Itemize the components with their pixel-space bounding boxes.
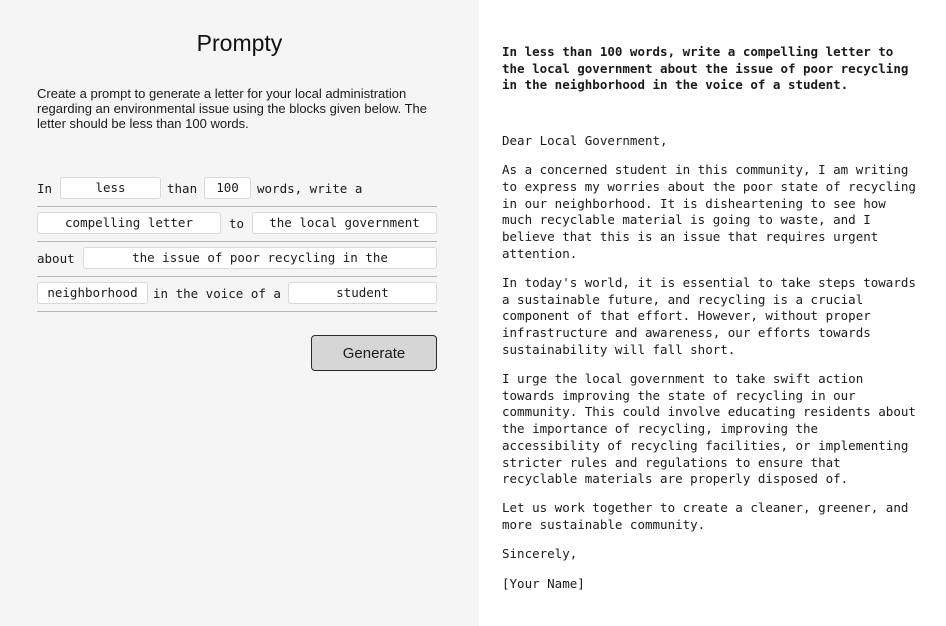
letter-paragraph: I urge the local government to take swift action towards improving the state of recycling in our community. This could involve educating residents about the importance of recycling, improving the accessibility of recycling facilities, or implementing stricter rules and regulations to ensure that recyclable materials are properly disposed of. (502, 371, 916, 487)
instructions-text: Create a prompt to generate a letter for your local administration regarding an environmental issue using the blocks given below. The letter should be less than 100 words. (37, 86, 427, 131)
letter-paragraph: Sincerely, (502, 546, 578, 562)
block-100[interactable]: 100 (204, 177, 251, 199)
prompt-blocks (37, 172, 437, 312)
generated-query: In less than 100 words, write a compelling letter to the local government about the issue of poor recycling in the neighborhood in the voice of a student. (502, 44, 909, 93)
prompt-word-in: In (37, 181, 53, 196)
block-student[interactable]: student (288, 282, 437, 304)
generated-output (502, 44, 922, 605)
output-panel (479, 0, 946, 626)
prompt-row-4 (37, 277, 437, 312)
prompt-row-1 (37, 172, 437, 207)
prompt-words-write-a: words, write a (257, 181, 363, 196)
prompt-words-voice: in the voice of a (153, 286, 281, 301)
generate-button[interactable]: Generate (311, 335, 437, 371)
block-issue[interactable]: the issue of poor recycling in the (83, 247, 437, 269)
letter-paragraph: In today's world, it is essential to take steps towards a sustainable future, and recycling is a crucial component of that effort. However, without proper infrastructure and awareness, our efforts towards sustainability will fall short. (502, 275, 916, 357)
letter-paragraph: As a concerned student in this community, I am writing to express my worries about the poor state of recycling in our neighborhood. It is disheartening to see how much recyclable material is going to waste, and I believe that this is an issue that requires urgent attention. (502, 162, 916, 261)
prompt-row-3 (37, 242, 437, 277)
app-title: Prompty (196, 30, 283, 56)
letter-paragraph: Dear Local Government, (502, 133, 668, 149)
prompt-row-2 (37, 207, 437, 242)
block-compelling-letter[interactable]: compelling letter (37, 212, 221, 234)
block-neighborhood[interactable]: neighborhood (37, 282, 148, 304)
block-less[interactable]: less (60, 177, 161, 199)
prompt-word-than: than (167, 181, 198, 196)
prompt-word-about: about (37, 251, 75, 266)
block-local-government[interactable]: the local government (252, 212, 437, 234)
prompt-word-to: to (229, 216, 245, 231)
letter-paragraph: Let us work together to create a cleaner, greener, and more sustainable community. (502, 500, 909, 533)
letter-paragraph: [Your Name] (502, 575, 585, 591)
